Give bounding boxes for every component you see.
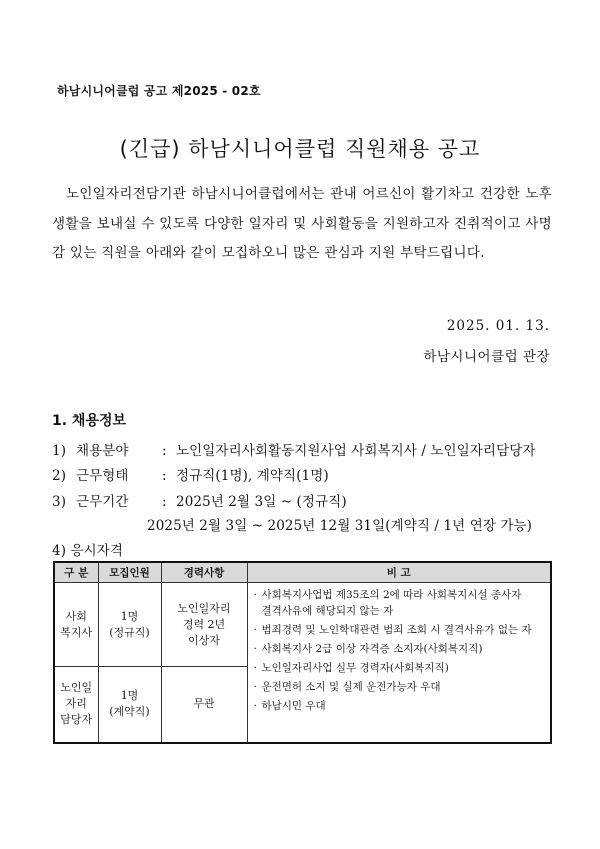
- info-item-field: 1) 채용분야 : 노인일자리사회활동지원사업 사회복지사 / 노인일자리담당자: [52, 443, 536, 459]
- cell-notes: [247, 583, 551, 743]
- info-value: 노인일자리사회활동지원사업 사회복지사 / 노인일자리담당자: [176, 443, 536, 459]
- signer: 하남시니어클럽 관장: [423, 349, 550, 365]
- cell-career: 노인일자리 경력 2년 이상자: [161, 583, 247, 667]
- note-item: · 사회복지사업법 제35조의 2에 따라 사회복지시설 종사자 결격사유에 해당되지 않는 자: [253, 589, 522, 617]
- info-value: 정규직(1명), 계약직(1명): [176, 468, 329, 484]
- note-item: · 운전면허 소지 및 실제 운전가능자 우대: [253, 681, 441, 693]
- note-item: · 사회복지사 2급 이상 자격증 소지자(사회복지직): [253, 643, 483, 655]
- table-header-row: [54, 562, 551, 583]
- cell-category: 사회 복지사: [54, 583, 98, 667]
- cell-count: 1명 (계약직): [98, 667, 161, 743]
- info-item-period-contract: 2025년 2월 3일 ~ 2025년 12월 31일(계약직 / 1년 연장 가능): [147, 518, 533, 534]
- table-row: [54, 583, 551, 667]
- intro-paragraph: 노인일자리전담기관 하남시니어클럽에서는 관내 어르신이 활기차고 건강한 노후생활을 보내실 수 있도록 다양한 일자리 및 사회활동을 지원하고자 진취적이고 사명감 있는 직원을 아래와 같이 모집하오니 많은 관심과 지원 부탁드립니다.: [52, 186, 552, 261]
- cell-career: 무관: [161, 667, 247, 743]
- qualifications-label: 4) 응시자격: [52, 543, 124, 559]
- note-item: · 범죄경력 및 노인학대관련 범죄 조회 시 결격사유가 없는 자: [253, 624, 532, 636]
- qualifications-table: [53, 561, 552, 744]
- page-title: (긴급) 하남시니어클럽 직원채용 공고: [119, 137, 481, 161]
- header-category: 구 분: [54, 562, 98, 583]
- note-item: · 하남시민 우대: [253, 700, 326, 712]
- cell-count: 1명 (정규직): [98, 583, 161, 667]
- header-career: 경력사항: [161, 562, 247, 583]
- info-item-period: 3) 근무기간 : 2025년 2월 3일 ~ (정규직): [52, 494, 347, 510]
- header-notes: 비 고: [247, 562, 551, 583]
- header-count: 모집인원: [98, 562, 161, 583]
- cell-category: 노인일 자리 담당자: [54, 667, 98, 743]
- section-title-recruitment: 1. 채용정보: [52, 413, 127, 429]
- note-item: · 노인일자리사업 실무 경력자(사회복지직): [253, 662, 449, 674]
- notice-number: 하남시니어클럽 공고 제2025 - 02호: [57, 84, 261, 98]
- announcement-date: 2025. 01. 13.: [446, 318, 550, 334]
- info-item-employment-type: 2) 근무형태 : 정규직(1명), 계약직(1명): [52, 468, 329, 484]
- info-value: 2025년 2월 3일 ~ (정규직): [176, 494, 347, 510]
